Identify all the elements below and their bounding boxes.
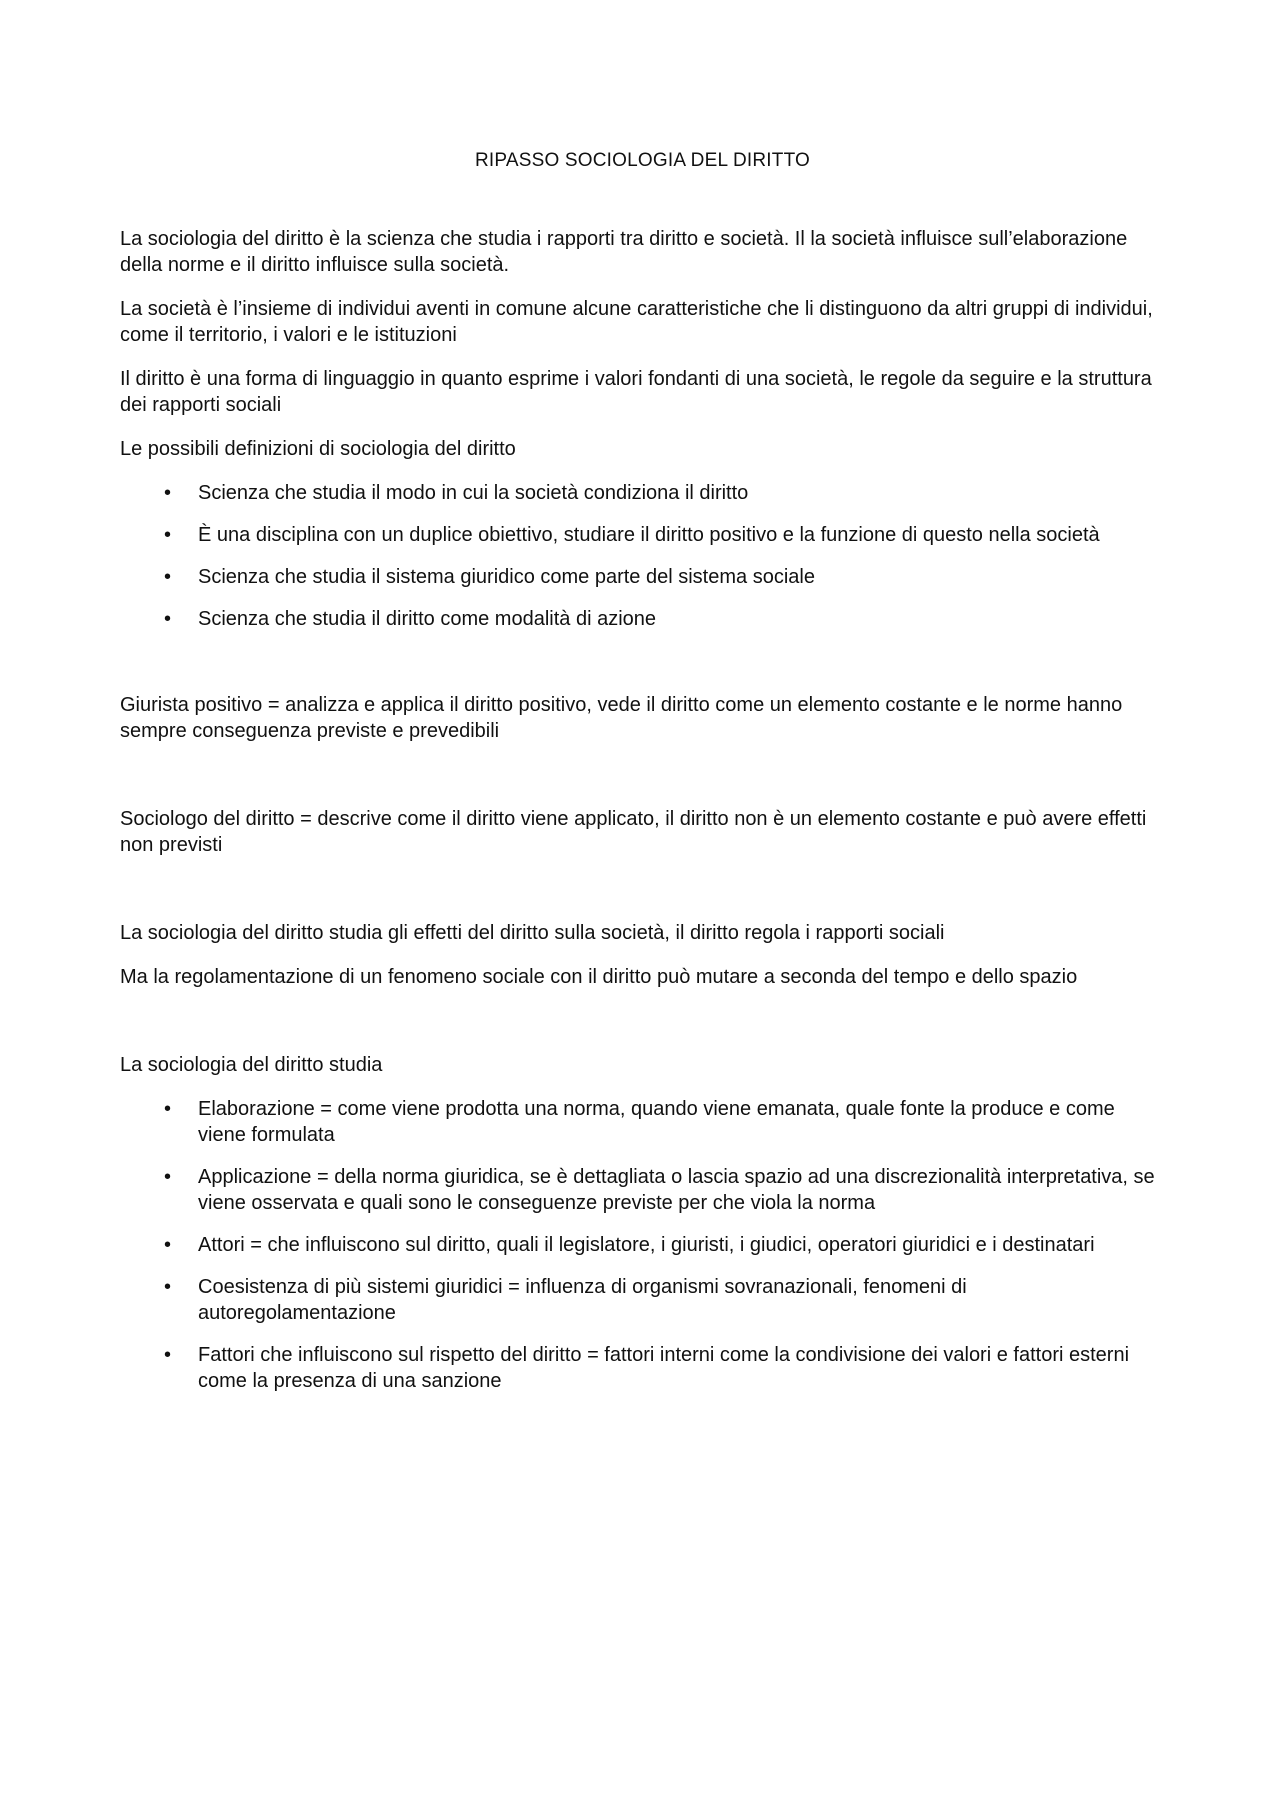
list-item bbox=[120, 606, 1165, 632]
list-item-text: Fattori che influiscono sul rispetto del diritto = fattori interni come la condivisione dei valori e fattori esterni come la presenza di una sanzione bbox=[198, 1344, 1130, 1392]
paragraph-diritto: Il diritto è una forma di linguaggio in quanto esprime i valori fondanti di una società, le regole da seguire e la struttura dei rapporti sociali bbox=[120, 368, 1152, 416]
document-page bbox=[120, 148, 1165, 1412]
paragraph-regolamentazione: Ma la regolamentazione di un fenomeno sociale con il diritto può mutare a seconda del tempo e dello spazio bbox=[120, 966, 1078, 988]
definitions-list bbox=[120, 480, 1165, 632]
bullet-icon: • bbox=[164, 1234, 172, 1256]
list-item-text: Coesistenza di più sistemi giuridici = influenza di organismi sovranazionali, fenomeni di autoregolamentazione bbox=[198, 1276, 967, 1324]
paragraph-sociologo: Sociologo del diritto = descrive come il diritto viene applicato, il diritto non è un elemento costante e può avere effetti non previsti bbox=[120, 808, 1147, 856]
list-item bbox=[120, 1164, 1165, 1216]
document-title: RIPASSO SOCIOLOGIA DEL DIRITTO bbox=[474, 150, 811, 171]
bullet-icon: • bbox=[164, 1344, 172, 1366]
paragraph-studia-intro: La sociologia del diritto studia bbox=[120, 1054, 383, 1076]
paragraph-definizioni-intro: Le possibili definizioni di sociologia del diritto bbox=[120, 438, 516, 460]
bullet-icon: • bbox=[164, 1166, 172, 1188]
bullet-icon: • bbox=[164, 1276, 172, 1298]
list-item bbox=[120, 1342, 1165, 1394]
list-item bbox=[120, 564, 1165, 590]
bullet-icon: • bbox=[164, 524, 172, 546]
list-item bbox=[120, 1232, 1165, 1258]
list-item-text: È una disciplina con un duplice obiettivo, studiare il diritto positivo e la funzione di questo nella società bbox=[198, 524, 1100, 546]
paragraph-societa: La società è l’insieme di individui aventi in comune alcune caratteristiche che li distinguono da altri gruppi di individui, come il territorio, i valori e le istituzioni bbox=[120, 298, 1153, 346]
bullet-icon: • bbox=[164, 1098, 172, 1120]
list-item bbox=[120, 1274, 1165, 1326]
list-item-text: Applicazione = della norma giuridica, se è dettagliata o lascia spazio ad una discrezionalità interpretativa, se viene osservata e quali sono le conseguenze previste per che viola la norma bbox=[198, 1166, 1155, 1214]
studia-list bbox=[120, 1096, 1165, 1394]
paragraph-effetti: La sociologia del diritto studia gli effetti del diritto sulla società, il diritto regola i rapporti sociali bbox=[120, 922, 945, 944]
list-item bbox=[120, 1096, 1165, 1148]
list-item bbox=[120, 522, 1165, 548]
list-item-text: Attori = che influiscono sul diritto, quali il legislatore, i giuristi, i giudici, operatori giuridici e i destinatari bbox=[198, 1234, 1095, 1256]
bullet-icon: • bbox=[164, 566, 172, 588]
list-item-text: Scienza che studia il diritto come modalità di azione bbox=[198, 608, 657, 630]
list-item-text: Scienza che studia il sistema giuridico come parte del sistema sociale bbox=[198, 566, 815, 588]
bullet-icon: • bbox=[164, 482, 172, 504]
list-item-text: Scienza che studia il modo in cui la società condiziona il diritto bbox=[198, 482, 749, 504]
list-item bbox=[120, 480, 1165, 506]
bullet-icon: • bbox=[164, 608, 172, 630]
paragraph-definition: La sociologia del diritto è la scienza che studia i rapporti tra diritto e società. Il la società influisce sull’elaborazione della norme e il diritto influisce sulla società. bbox=[120, 228, 1128, 276]
list-item-text: Elaborazione = come viene prodotta una norma, quando viene emanata, quale fonte la produce e come viene formulata bbox=[198, 1098, 1115, 1146]
paragraph-giurista: Giurista positivo = analizza e applica il diritto positivo, vede il diritto come un elemento costante e le norme hanno sempre conseguenza previste e prevedibili bbox=[120, 694, 1123, 742]
